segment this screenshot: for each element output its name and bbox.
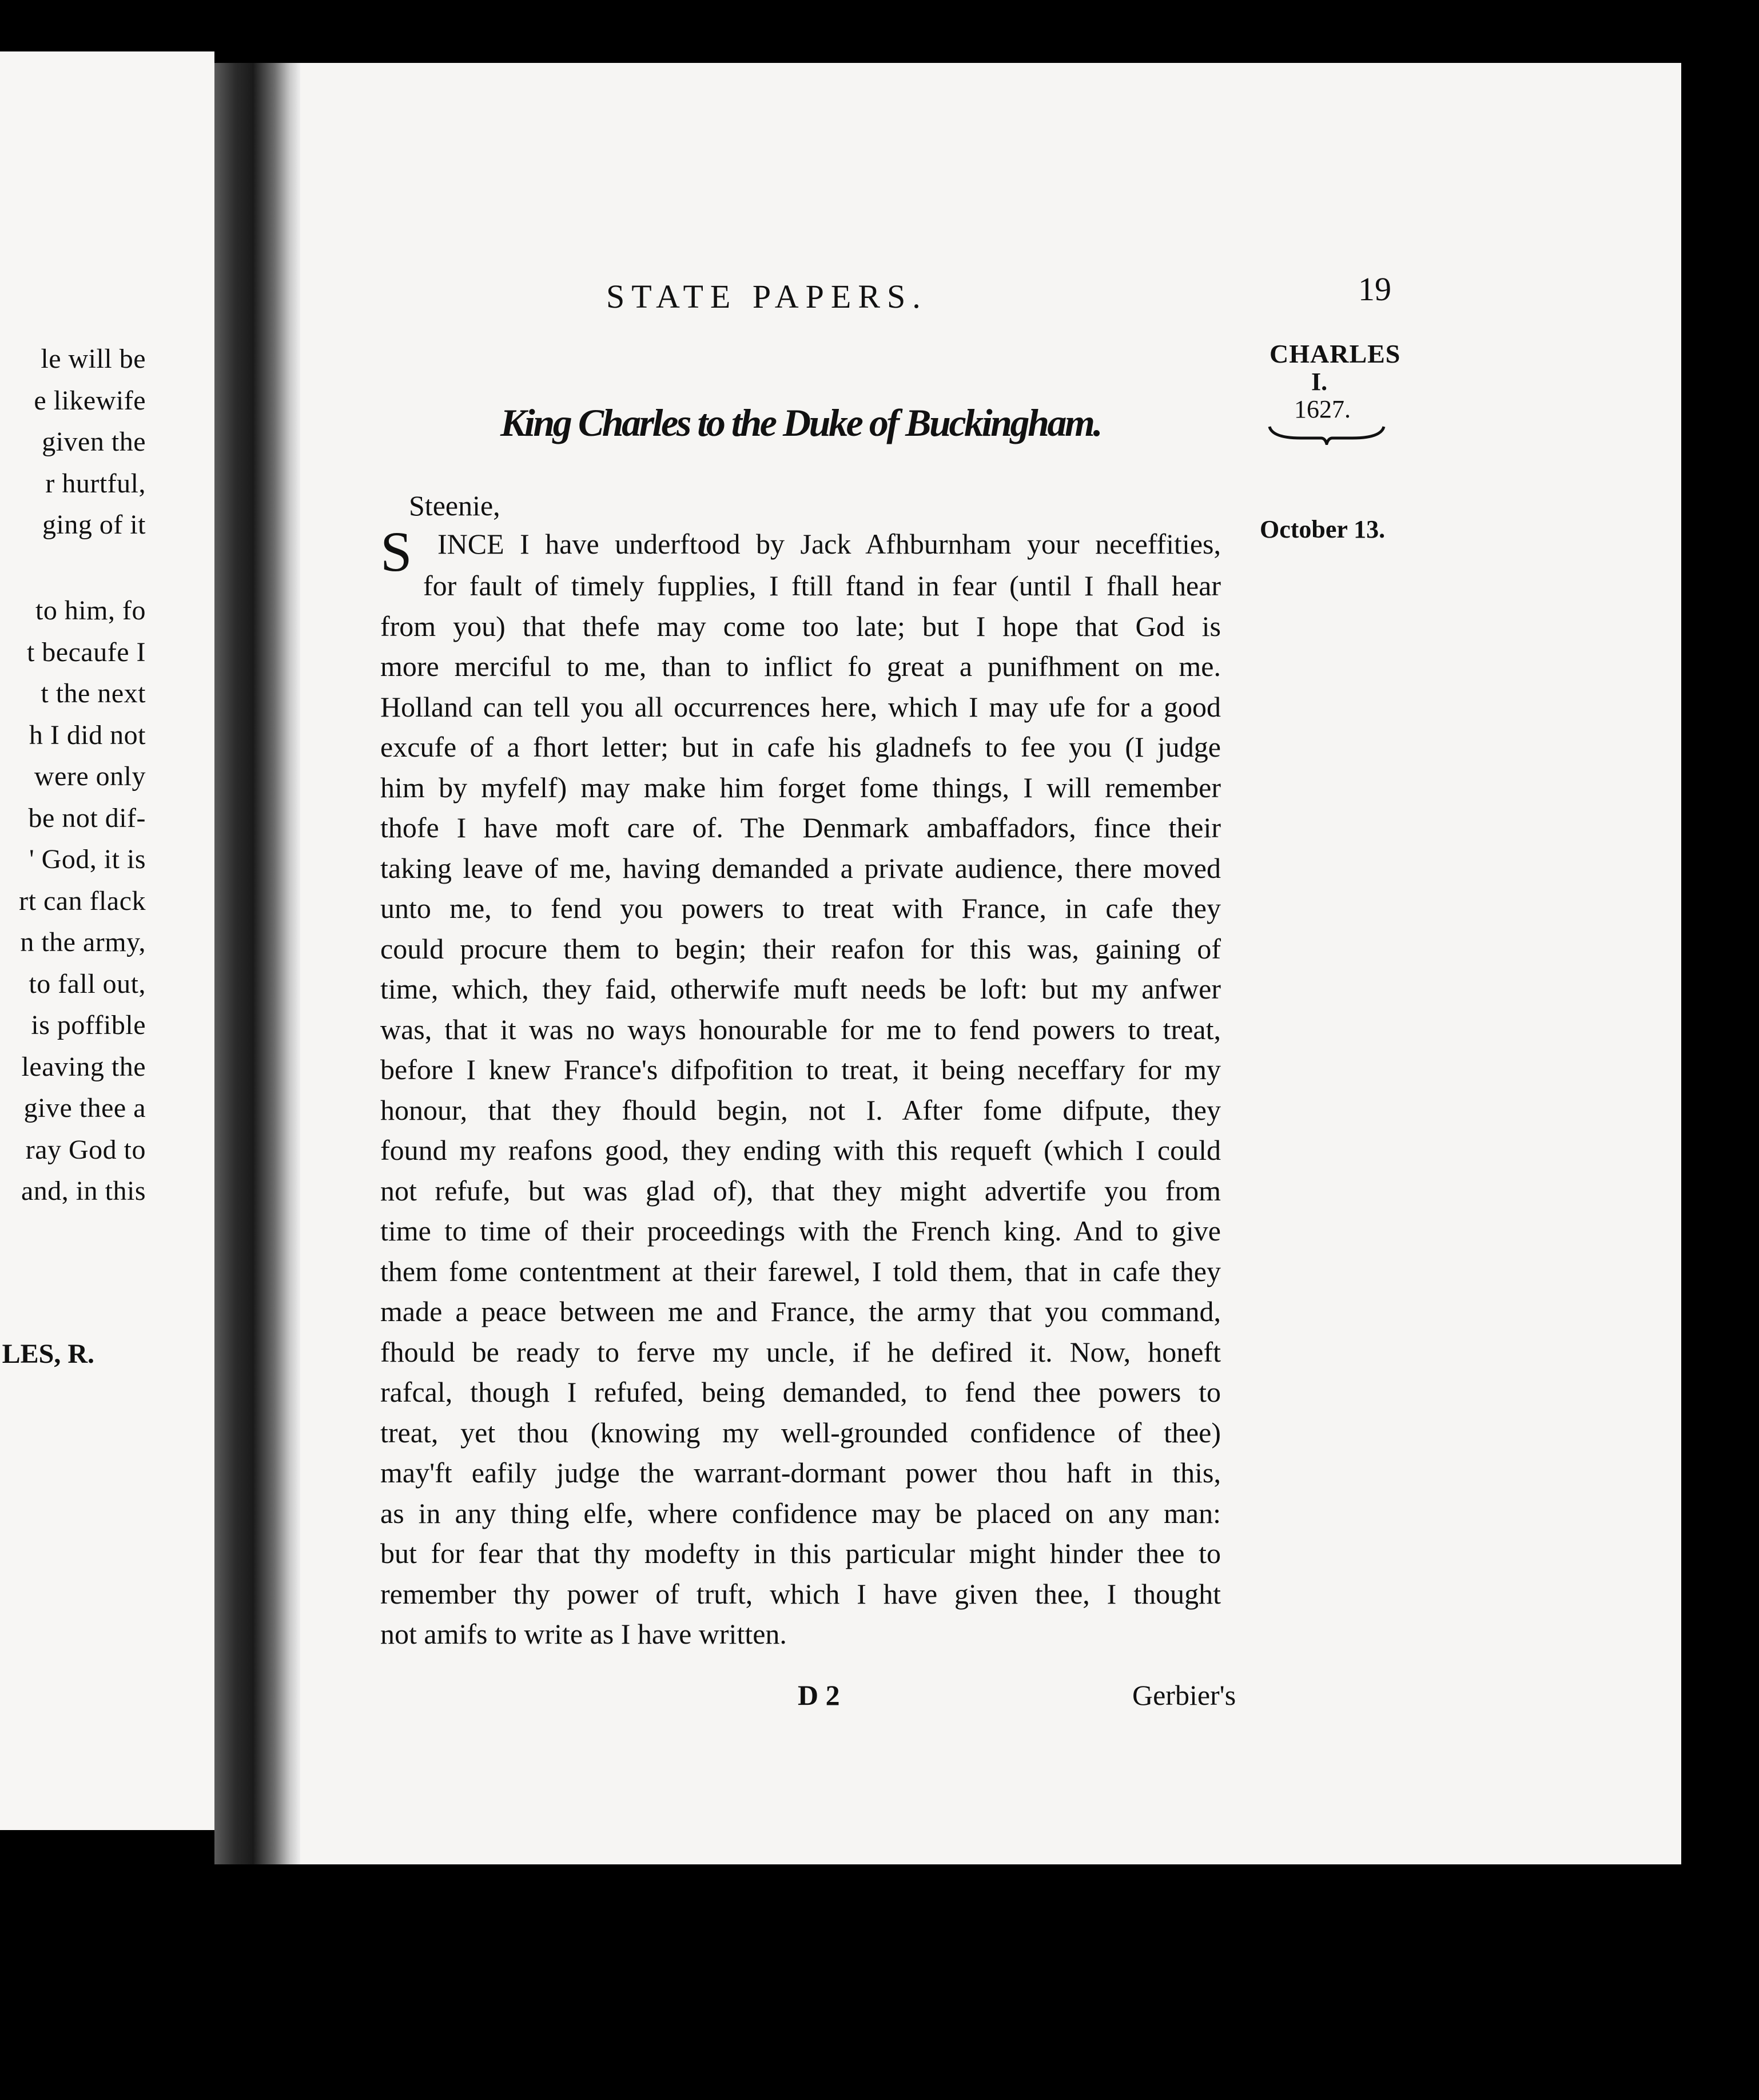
left-page-signature: LES, R.: [2, 1339, 94, 1369]
left-page-line: h I did not: [29, 720, 146, 750]
letter-body-line: taking leave of me, having demanded a private audience, there moved: [380, 852, 1221, 884]
page-number: 19: [1358, 271, 1391, 308]
salutation: Steenie,: [409, 490, 500, 522]
left-facing-page: [0, 51, 214, 1830]
letter-body-line: thofe I have moft care of. The Denmark ambaffadors, fince their: [380, 812, 1221, 844]
left-page-line: were only: [34, 761, 146, 792]
catchword: Gerbier's: [1132, 1679, 1236, 1711]
main-page: [300, 63, 1681, 1864]
letter-body-line: unto me, to fend you powers to treat with France, in cafe they: [380, 892, 1221, 924]
letter-title: King Charles to the Duke of Buckingham.: [500, 401, 1101, 444]
margin-brace-ornament: [1267, 422, 1387, 445]
letter-body-line: him by myfelf) may make him forget fome things, I will remember: [380, 771, 1221, 804]
left-page-line: and, in this: [21, 1176, 146, 1206]
margin-note-year: 1627.: [1294, 395, 1351, 423]
left-page-line: t becaufe I: [26, 637, 146, 667]
letter-body-line: from you) that thefe may come too late; but I hope that God is: [380, 610, 1221, 642]
letter-body-line: time to time of their proceedings with the French king. And to give: [380, 1215, 1221, 1247]
signature-mark: D 2: [798, 1679, 840, 1711]
letter-body-line: them fome contentment at their farewel, I told them, that in cafe they: [380, 1255, 1221, 1287]
letter-body-line: but for fear that thy modefty in this particular might hinder thee to: [380, 1537, 1221, 1569]
letter-body-line: time, which, they faid, otherwife muft needs be loft: but my anfwer: [380, 973, 1221, 1005]
left-page-line: ging of it: [42, 510, 146, 540]
letter-body-line: Holland can tell you all occurrences here, which I may ufe for a good: [380, 691, 1221, 723]
letter-body-line: for fault of timely fupplies, I ftill ftand in fear (until I fhall hear: [423, 570, 1221, 602]
margin-note-reign: CHARLES: [1269, 339, 1401, 368]
body-first-line: INCE I have underftood by Jack Afhburnham your neceffities,: [437, 528, 1221, 560]
letter-body-line: made a peace between me and France, the army that you command,: [380, 1295, 1221, 1327]
left-page-line: given the: [42, 427, 146, 457]
left-page-line: leaving the: [21, 1052, 146, 1082]
letter-body-line: excufe of a fhort letter; but in cafe his gladnefs to fee you (I judge: [380, 731, 1221, 763]
left-page-line: to fall out,: [29, 969, 146, 999]
letter-body-line: rafcal, though I refufed, being demanded, to fend thee powers to: [380, 1376, 1221, 1408]
left-page-line: ray God to: [25, 1135, 146, 1165]
letter-body-line: before I knew France's difpofition to treat, it being neceffary for my: [380, 1053, 1221, 1085]
letter-body-line: not amifs to write as I have written.: [380, 1618, 787, 1650]
drop-cap: S: [380, 520, 412, 583]
letter-body-line: found my reafons good, they ending with this requeft (which I could: [380, 1134, 1221, 1166]
left-page-line: be not dif-: [28, 803, 146, 833]
letter-body-line: remember thy power of truft, which I have given thee, I thought: [380, 1578, 1221, 1610]
left-page-line: e likewife: [34, 385, 146, 416]
margin-note-regnal-number: I.: [1311, 368, 1328, 396]
letter-body-line: was, that it was no ways honourable for me to fend powers to treat,: [380, 1013, 1221, 1045]
left-page-line: is poffible: [31, 1010, 146, 1040]
left-page-line: r hurtful,: [45, 468, 146, 499]
running-head: STATE PAPERS.: [606, 278, 928, 315]
letter-body-line: not refufe, but was glad of), that they might advertife you from: [380, 1175, 1221, 1207]
left-page-line: rt can flack: [19, 886, 146, 916]
letter-body-line: treat, yet thou (knowing my well-grounded confidence of thee): [380, 1417, 1221, 1449]
letter-body-line: as in any thing elfe, where confidence may be placed on any man:: [380, 1497, 1221, 1529]
letter-body-line: honour, that they fhould begin, not I. After fome difpute, they: [380, 1094, 1221, 1126]
letter-body-line: could procure them to begin; their reafon for this was, gaining of: [380, 933, 1221, 965]
left-page-line: give thee a: [23, 1093, 146, 1123]
left-page-line: n the army,: [20, 927, 146, 957]
letter-body-line: more merciful to me, than to inflict fo great a punifhment on me.: [380, 650, 1221, 682]
margin-note-date: October 13.: [1260, 515, 1386, 543]
left-page-line: t the next: [41, 678, 146, 709]
book-gutter-shadow: [214, 63, 300, 1864]
letter-body-line: fhould be ready to ferve my uncle, if he defired it. Now, honeft: [380, 1336, 1221, 1368]
left-page-line: le will be: [41, 344, 146, 374]
left-page-line: ' God, it is: [29, 844, 146, 874]
left-page-line: to him, fo: [35, 595, 146, 626]
letter-body-line: may'ft eafily judge the warrant-dormant power thou haft in this,: [380, 1457, 1221, 1489]
